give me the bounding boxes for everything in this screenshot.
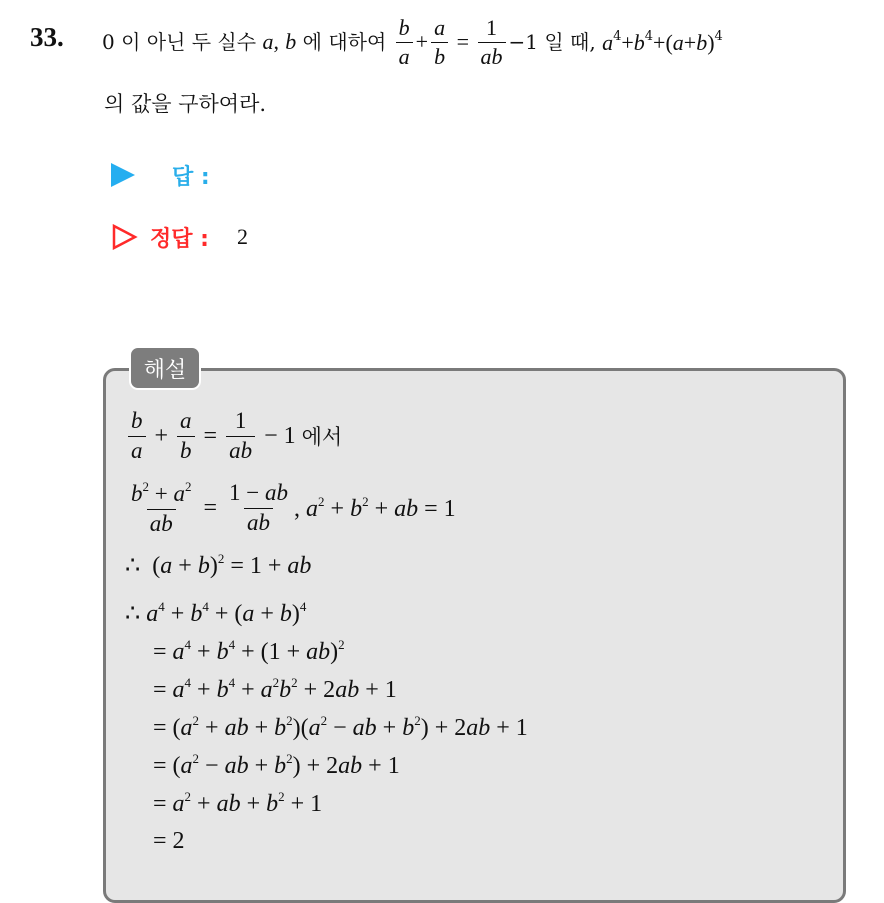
solution-line-1: $\frac{b}{a}$ + $\frac{a}{b}$ = $\frac{1}{ab}$ − 1 에서 (125, 404, 342, 468)
condition-suffix: −1 일 때, (508, 30, 596, 54)
question-mid: 에 대하여 (302, 30, 387, 54)
correct-outline-play-icon (112, 224, 138, 250)
solution-line-9: = $a^2$ + ab + $b^2 + 1$ (153, 788, 323, 817)
answer-play-icon (111, 163, 135, 187)
fraction-1-over-ab: $\frac{1}{ab}$ (478, 16, 506, 67)
correct-value: 2 (237, 224, 248, 249)
question-line2: 의 값을 구하여라. (104, 92, 267, 116)
solution-line-5: = $a^4 + b^4 + (1 + ab)^2$ (153, 636, 345, 665)
fraction-b-over-a: $\frac{b}{a}$ (396, 16, 413, 67)
question-stem: 0 이 아닌 두 실수 a , b 에 대하여 $\frac{b}{a}$ + $\frac{a}{b}$ = $\frac{1}{ab}$ −1 일 때, $a^4+b^4+(a+b)^4$ (102, 15, 723, 69)
solution-line-10: = 2 (153, 827, 185, 854)
solution-line-8: = ($a^2$ − ab + $b^2) + 2ab + 1$ (153, 750, 400, 779)
solution-tab: 해설 (129, 346, 201, 390)
solution-line-7: = ($a^2$ + ab + $b^2)(a^2$ − ab + $b^2) + 2ab + 1$ (153, 712, 528, 741)
solution-line-3: ∴ $(a + b)^2 = 1$ + ab (125, 550, 312, 579)
solution-line-4: ∴ $a^4 + b^4 + (a + b)^4$ (125, 598, 307, 627)
correct-label: 정답 : (150, 227, 209, 252)
fraction-a-over-b: $\frac{a}{b}$ (431, 16, 448, 67)
target-expression: $a^4+b^4+(a+b)^4$ (602, 29, 723, 55)
solution-line-2: $\frac{b^2 + a^2}{ab}$ = $\frac{1 - ab}{ab}$ , $a^2 + b^2$ + ab = 1 (131, 479, 456, 536)
question-number: 33. (30, 22, 64, 52)
solution-line-6: = $a^4 + b^4 + a^2b^2 + 2ab + 1$ (153, 674, 397, 703)
solution-line1-suffix: 에서 (301, 425, 343, 449)
question-prefix: 0 이 아닌 두 실수 (102, 30, 257, 54)
answer-label: 답 : (172, 165, 210, 190)
